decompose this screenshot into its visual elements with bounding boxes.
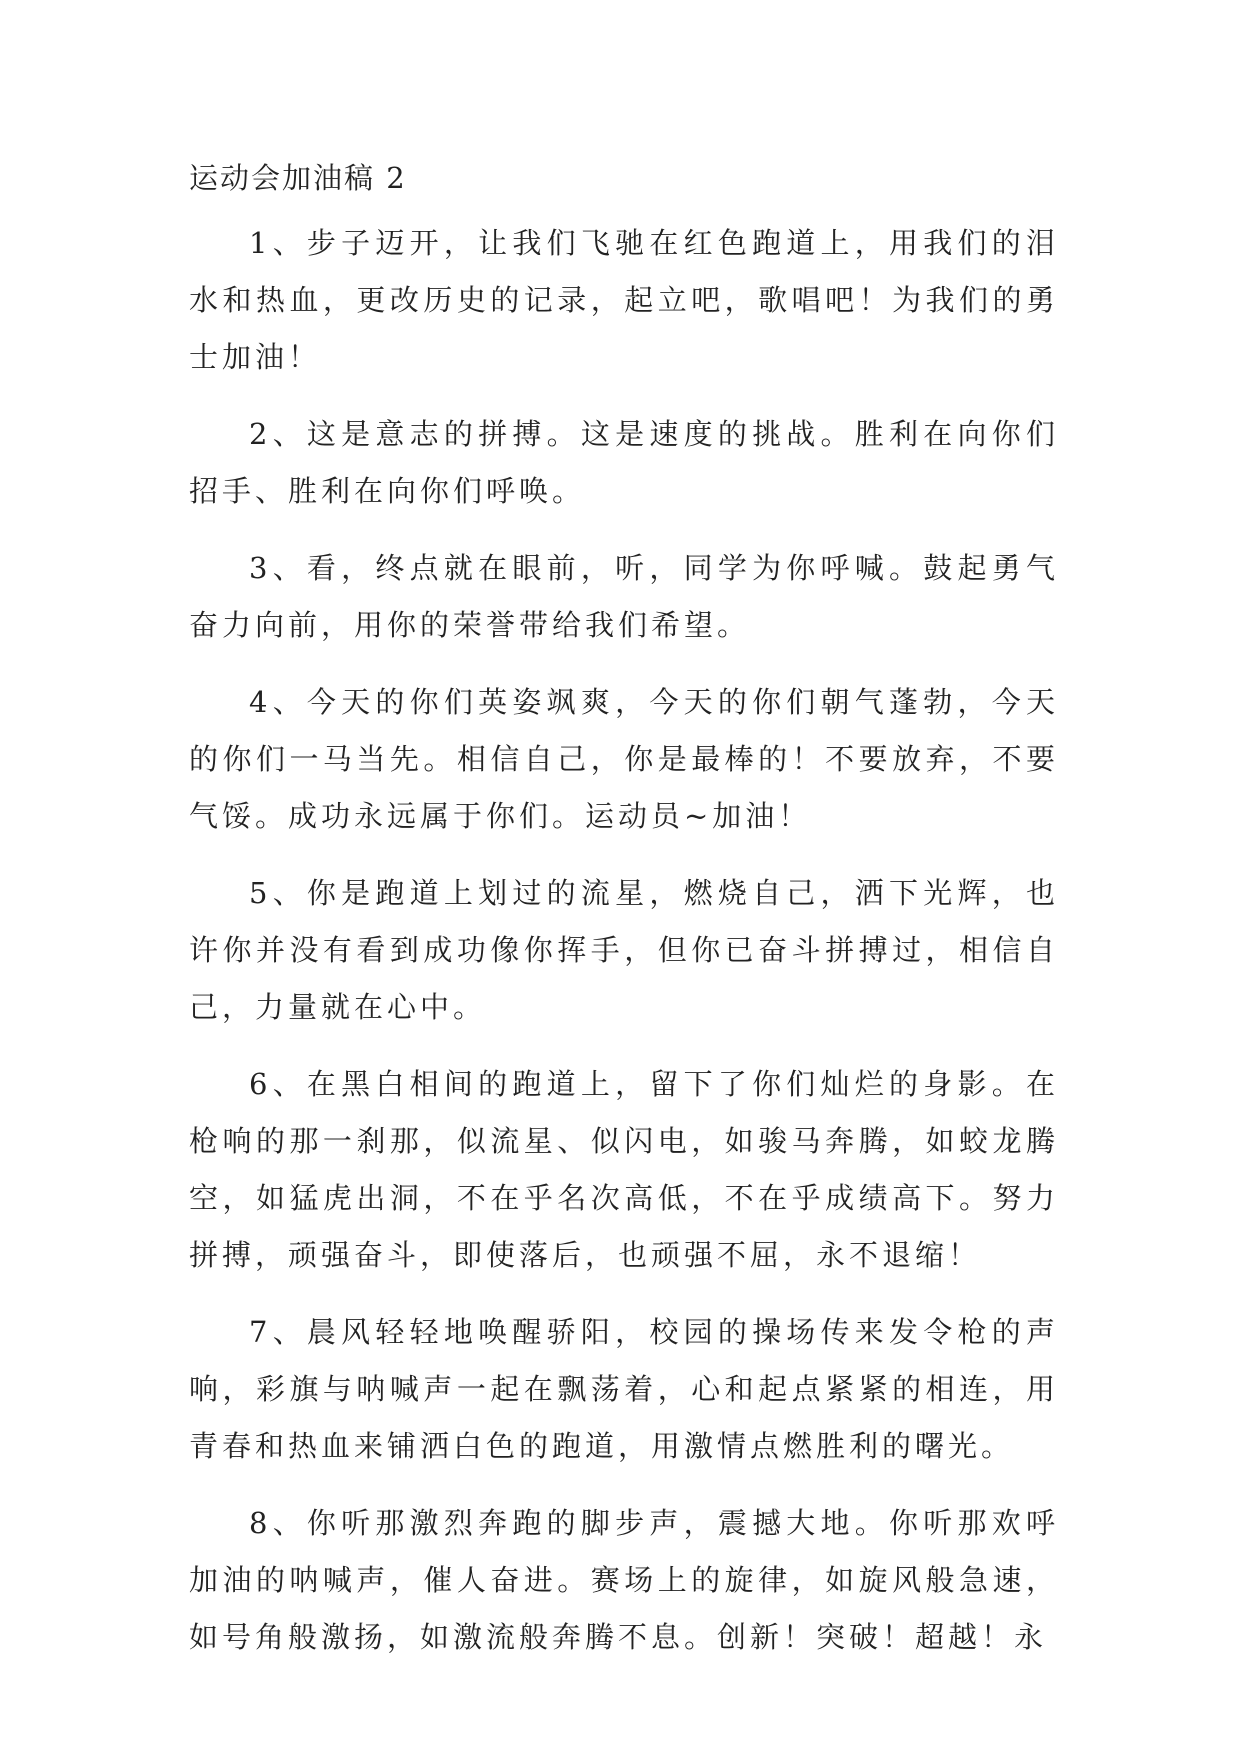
paragraph-7: 7、晨风轻轻地唤醒骄阳，校园的操场传来发令枪的声响，彩旗与呐喊声一起在飘荡着，心和起点紧紧的相连，用青春和热血来铺洒白色的跑道，用激情点燃胜利的曙光。 bbox=[189, 1315, 1059, 1463]
paragraph-6: 6、在黑白相间的跑道上，留下了你们灿烂的身影。在枪响的那一刹那，似流星、似闪电，如骏马奔腾，如蛟龙腾空，如猛虎出洞，不在乎名次高低，不在乎成绩高下。努力拼搏，顽强奋斗，即使落后，也顽强不屈，永不退缩！ bbox=[189, 1067, 1059, 1272]
paragraph-4: 4、今天的你们英姿飒爽，今天的你们朝气蓬勃，今天的你们一马当先。相信自己，你是最棒的！不要放弃，不要气馁。成功永远属于你们。运动员~加油！ bbox=[189, 685, 1059, 833]
document-page bbox=[189, 158, 1059, 1686]
document-title: 运动会加油稿 2 bbox=[189, 161, 407, 195]
paragraph-5: 5、你是跑道上划过的流星，燃烧自己，洒下光辉，也许你并没有看到成功像你挥手，但你已奋斗拼搏过，相信自己，力量就在心中。 bbox=[189, 876, 1059, 1024]
paragraph-3: 3、看，终点就在眼前，听，同学为你呼喊。鼓起勇气奋力向前，用你的荣誉带给我们希望。 bbox=[189, 551, 1059, 642]
paragraph-2: 2、这是意志的拼搏。这是速度的挑战。胜利在向你们招手、胜利在向你们呼唤。 bbox=[189, 417, 1059, 508]
paragraph-1: 1、步子迈开，让我们飞驰在红色跑道上，用我们的泪水和热血，更改历史的记录，起立吧，歌唱吧！为我们的勇士加油！ bbox=[189, 226, 1059, 374]
paragraph-8: 8、你听那激烈奔跑的脚步声，震撼大地。你听那欢呼加油的呐喊声，催人奋进。赛场上的旋律，如旋风般急速，如号角般激扬，如激流般奔腾不息。创新！突破！超越！永 bbox=[189, 1506, 1059, 1654]
